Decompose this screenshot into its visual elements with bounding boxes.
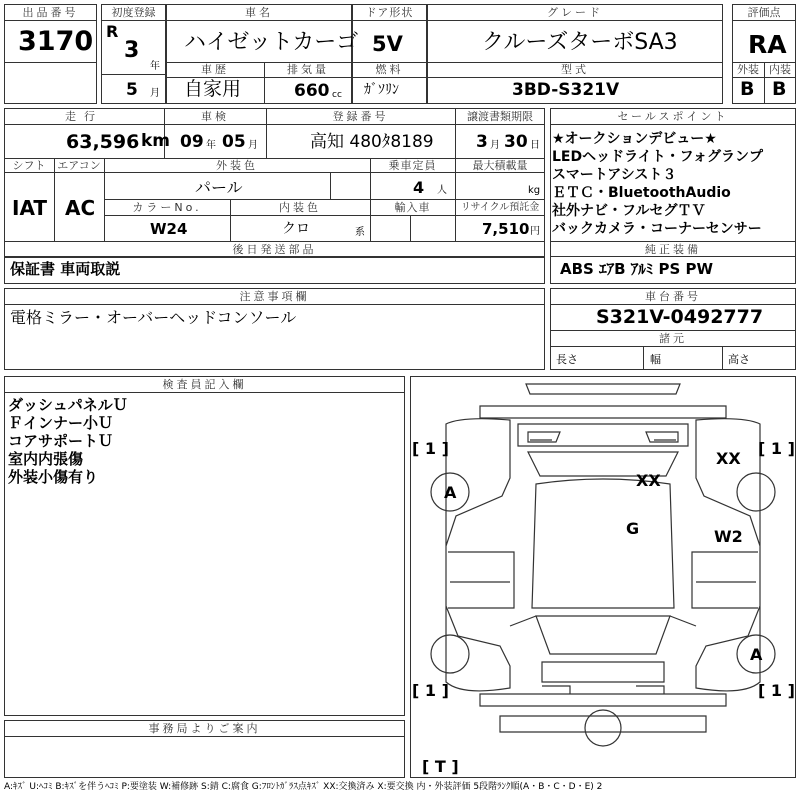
lot-label: 出品番号	[22, 6, 79, 19]
chassis-label: 車台番号	[645, 290, 701, 303]
office-label: 事務局よりご案内	[148, 722, 261, 735]
displacement-unit: cc	[332, 90, 342, 100]
hood-mark: XX	[636, 471, 661, 490]
tail-mark: [ T ]	[422, 757, 459, 776]
transfer-label: 譲渡書類期限	[467, 110, 533, 123]
equipment: ABS ｴｱB ｱﾙﾐ PS PW	[560, 260, 714, 278]
recycle-fee: 7,510	[482, 220, 530, 238]
shift-label: シフト	[12, 159, 46, 172]
length-label: 長さ	[556, 353, 578, 366]
left-body-outline	[446, 419, 510, 691]
plate-label: 登録番号	[332, 110, 389, 123]
inspector-notes	[8, 396, 128, 486]
era: R	[106, 22, 119, 41]
capacity: 4	[413, 178, 425, 197]
recycle-label: リサイクル預託金	[460, 202, 540, 213]
rl-wheel	[431, 635, 469, 673]
displacement: 660	[294, 81, 330, 101]
glass-rl-mark: [ 1 ]	[412, 681, 449, 700]
equipment-label: 純正装備	[645, 243, 701, 256]
height-label: 高さ	[728, 353, 750, 366]
glass-fr-mark: [ 1 ]	[758, 439, 795, 458]
plate-number: 高知 480ﾀ8189	[310, 132, 434, 152]
sales-points-label: セールスポイント	[617, 110, 729, 123]
recycle-unit: 円	[530, 226, 540, 237]
inspection-month-unit: 月	[248, 140, 258, 151]
inspector-line: ダッシュパネルＵ	[8, 396, 128, 414]
inspection-year: 09	[180, 132, 204, 152]
ext-color: パール	[195, 178, 243, 197]
model-code: 3BD-S321V	[512, 80, 620, 100]
load-unit: kg	[528, 185, 541, 196]
transfer-month: 3	[476, 132, 488, 152]
wheel-rr-mark: A	[750, 645, 763, 664]
color-no: W24	[150, 220, 188, 238]
rear-window-outline	[536, 616, 670, 654]
mileage: 63,596	[66, 131, 140, 153]
fr-fender-mark: XX	[716, 449, 741, 468]
reg-year-unit: 年	[150, 61, 160, 72]
int-grade-label: 内装	[769, 63, 791, 76]
int-grade: B	[772, 78, 787, 100]
reg-month: 5	[126, 80, 138, 100]
capacity-label: 乗車定員	[388, 159, 437, 172]
width-label: 幅	[650, 353, 661, 366]
legend: A:ｷｽﾞ U:ﾍｺﾐ B:ｷｽﾞを伴うﾍｺﾐ P:要塗装 W:補修跡 S:錆 C:腐食 G:ﾌﾛﾝﾄｶﾞﾗｽ点ｷｽﾞ XX:交換済み X:要交換 内・外装評価 5段階ﾗﾝｸ順(A・B・C・D・E) 2	[4, 782, 603, 792]
displacement-label: 排気量	[287, 63, 329, 76]
ac-label: エアコン	[57, 159, 101, 172]
car-history: 自家用	[184, 78, 242, 100]
later-parts-label: 後日発送部品	[232, 243, 317, 256]
roof-mark: G	[626, 519, 640, 538]
sales-point: 社外ナビ・フルセグＴＶ	[552, 203, 706, 219]
inspector-line: Ｆインナー小Ｕ	[8, 414, 114, 432]
left-door-line	[448, 552, 514, 608]
inspection-year-unit: 年	[206, 140, 216, 151]
ext-grade: B	[740, 78, 755, 100]
fuel: ｶﾞｿﾘﾝ	[364, 82, 399, 98]
rear-gate-outline	[542, 662, 664, 682]
inspector-label: 検査員記入欄	[162, 378, 247, 391]
sales-point: バックカメラ・コーナーセンサー	[552, 221, 762, 237]
int-color-suffix: 系	[355, 227, 365, 238]
shift: IAT	[12, 196, 48, 220]
car-name: ハイゼットカーゴ	[184, 30, 359, 55]
door-type: 5V	[372, 32, 403, 56]
glass-rr-mark: [ 1 ]	[758, 681, 795, 700]
rear-bumper-outline	[480, 694, 726, 706]
sales-point: スマートアシスト３	[552, 167, 677, 183]
inspector-line: 外装小傷有り	[8, 468, 99, 486]
transfer-day-unit: 日	[530, 140, 540, 151]
color-no-label: カラーNo.	[132, 201, 202, 214]
right-door-mark: W2	[714, 527, 743, 546]
roof-outline	[532, 479, 674, 608]
sales-points-list	[552, 130, 763, 238]
sales-point: ＥＴＣ・BluetoothAudio	[552, 185, 731, 201]
car-history-label: 車歴	[201, 63, 229, 76]
ac: AC	[65, 196, 96, 220]
sales-point: LEDヘッドライト・フォグランプ	[552, 149, 763, 165]
lot-number: 3170	[18, 26, 94, 57]
ext-color-label: 外装色	[216, 159, 258, 172]
later-parts: 保証書 車両取説	[10, 260, 121, 278]
grade: クルーズターボSA3	[482, 30, 678, 55]
inspection-label: 車検	[201, 110, 229, 123]
notes: 電格ミラー・オーバーヘッドコンソール	[10, 308, 297, 327]
transfer-month-unit: 月	[490, 140, 500, 151]
wheel-fl-mark: A	[444, 483, 457, 502]
score-label: 評価点	[747, 6, 781, 19]
inspector-line: コアサポートＵ	[8, 432, 114, 450]
chassis-number: S321V-0492777	[596, 306, 764, 328]
transfer-day: 30	[504, 132, 528, 152]
import-label: 輸入車	[394, 201, 431, 214]
score: RA	[748, 30, 787, 59]
car-damage-diagram	[410, 376, 796, 778]
model-label: 型式	[561, 63, 589, 76]
door-label: ドア形状	[365, 6, 414, 19]
load-label: 最大積載量	[472, 159, 528, 172]
inspection-month: 05	[222, 132, 246, 152]
capacity-unit: 人	[437, 185, 447, 196]
notes-label: 注意事項欄	[239, 290, 310, 303]
front-bumper-outline	[526, 384, 680, 394]
ext-grade-label: 外装	[737, 63, 759, 76]
fr-wheel	[737, 473, 775, 511]
mileage-label: 走行	[65, 110, 103, 123]
fuel-label: 燃料	[375, 63, 404, 76]
dims-label: 諸元	[659, 332, 687, 345]
first-reg-label: 初度登録	[111, 6, 156, 19]
glass-fl-mark: [ 1 ]	[412, 439, 449, 458]
int-color-label: 内装色	[279, 201, 321, 214]
hood-outline	[518, 424, 688, 446]
inspector-line: 室内内張傷	[8, 450, 84, 468]
sales-point: ★オークションデビュー★	[552, 131, 717, 147]
int-color: クロ	[282, 221, 310, 237]
front-panel-outline	[480, 406, 726, 418]
reg-year: 3	[124, 38, 140, 63]
mileage-unit: km	[141, 131, 171, 151]
grade-label: グレード	[547, 6, 603, 19]
reg-month-unit: 月	[150, 88, 160, 99]
car-name-label: 車名	[245, 6, 273, 19]
right-door-line	[692, 552, 758, 608]
